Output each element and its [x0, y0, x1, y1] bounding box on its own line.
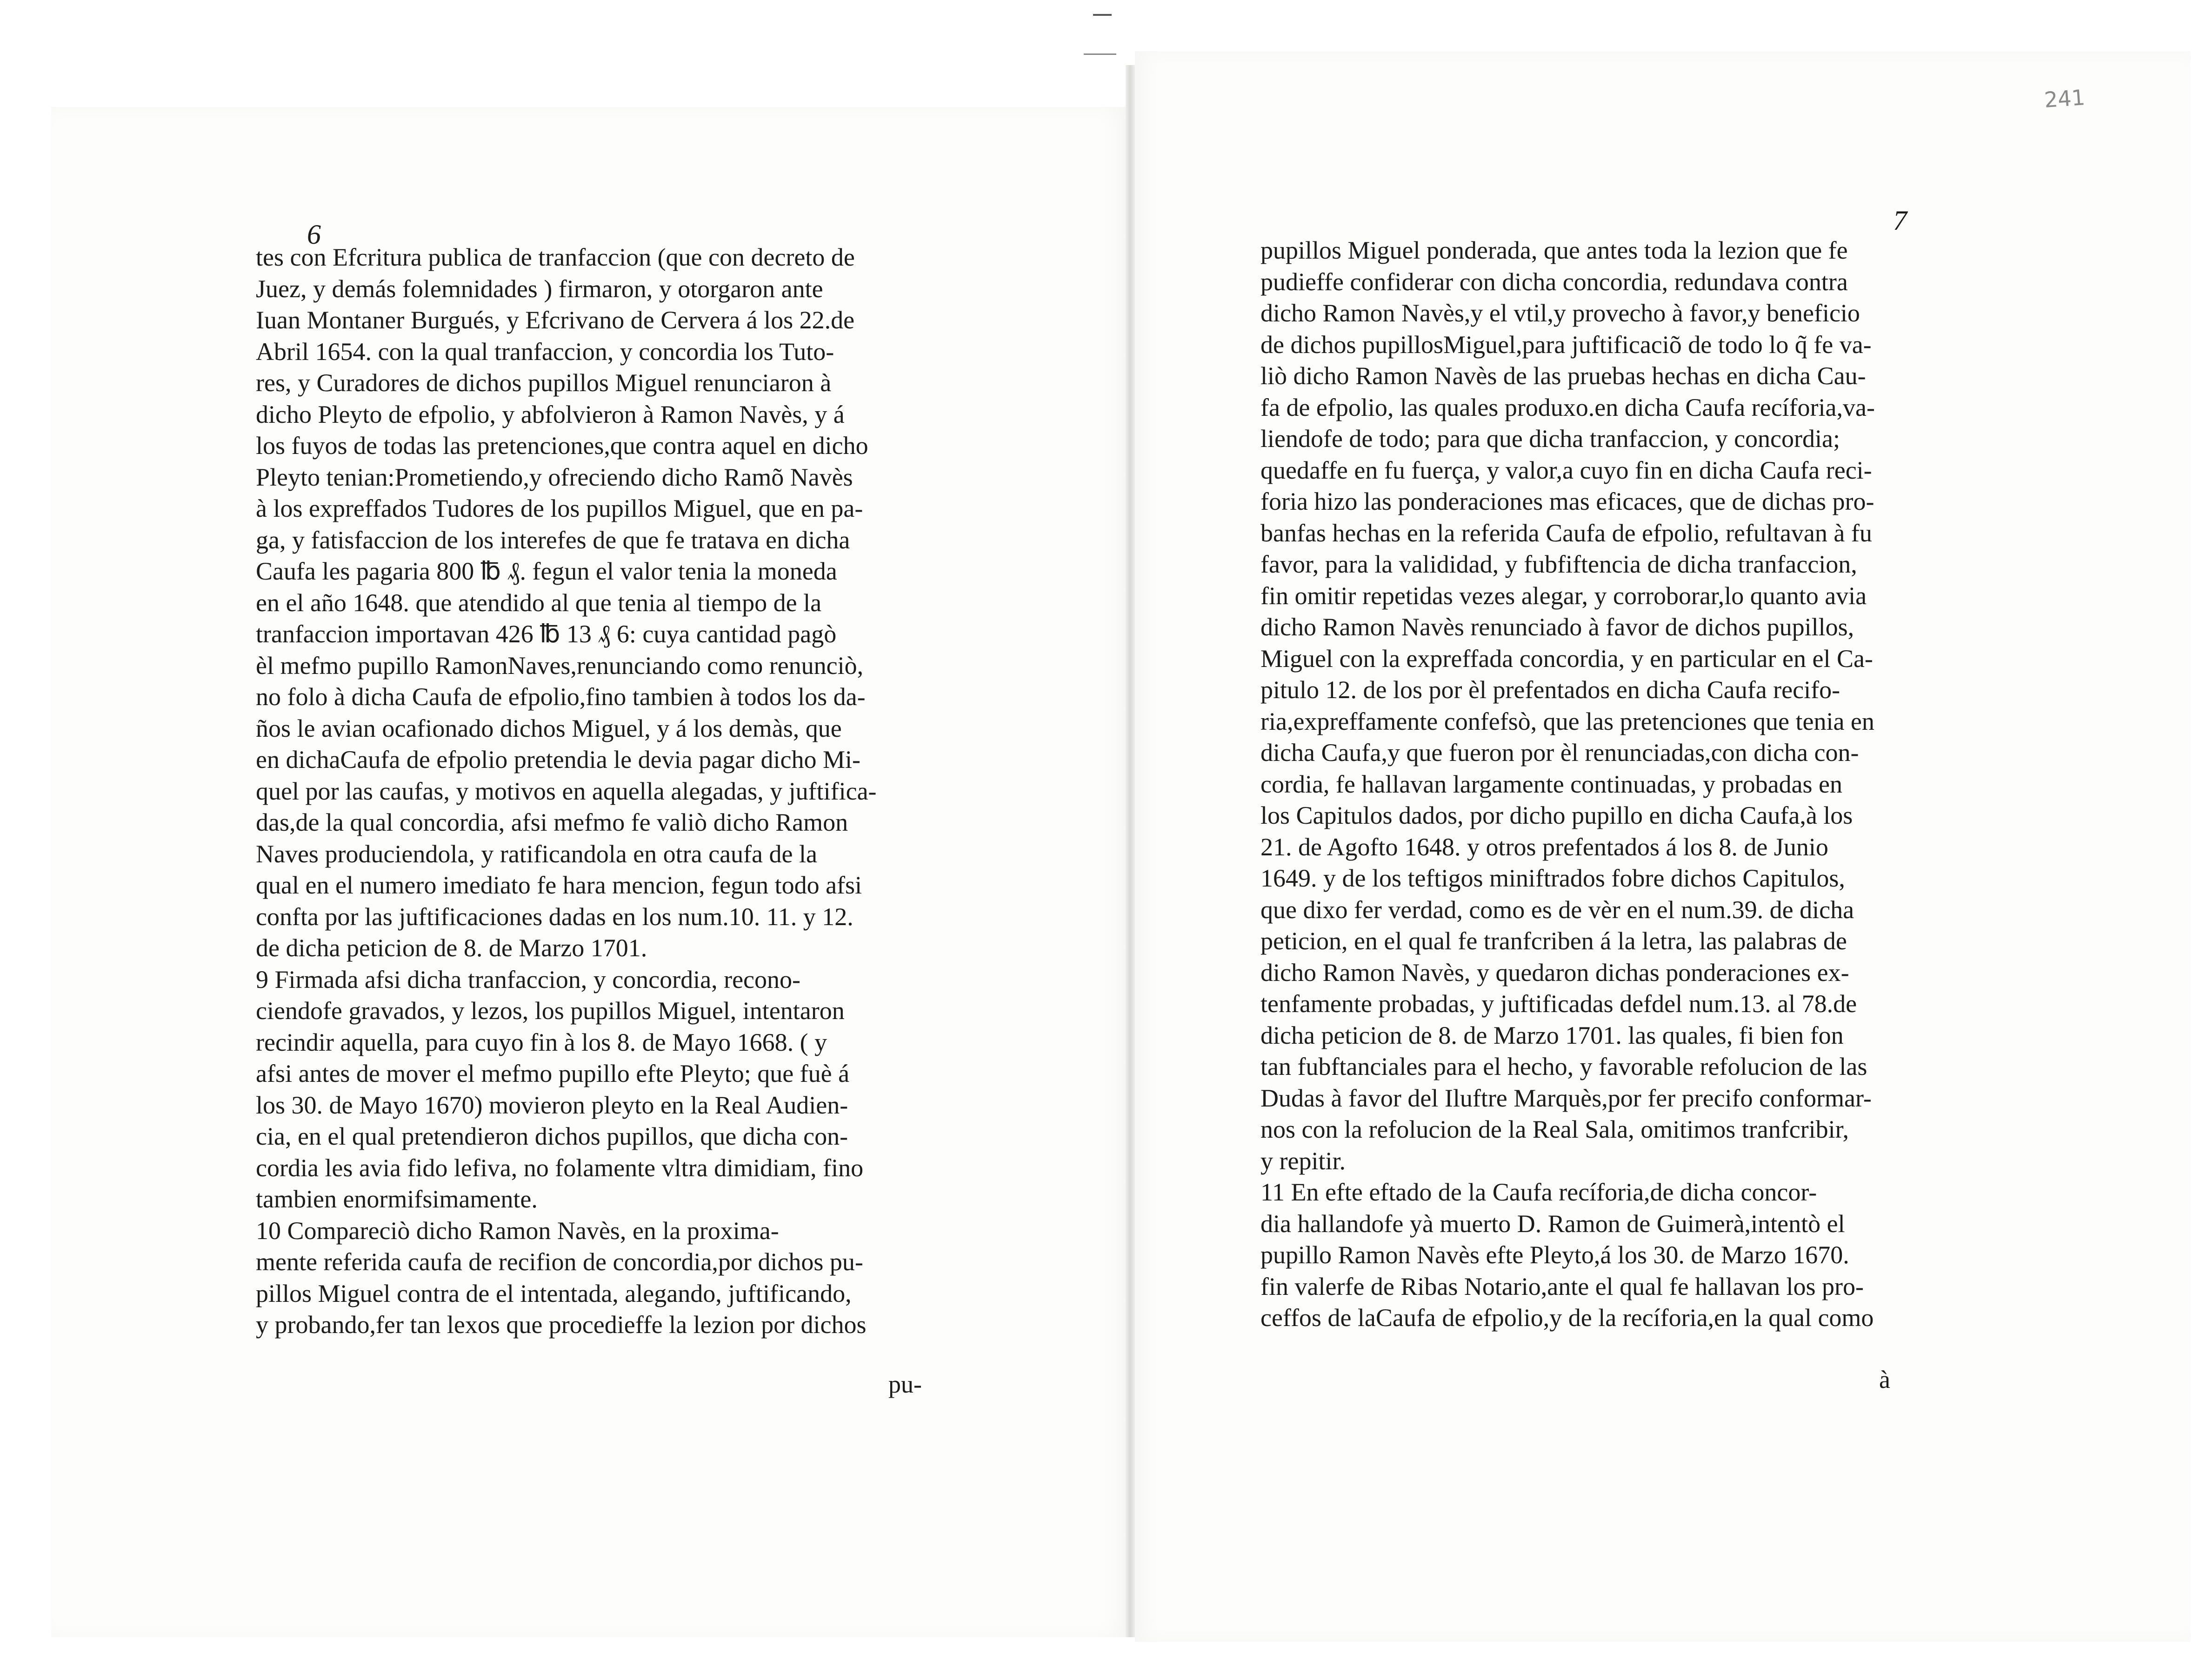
text-line: ciendofe gravados, y lezos, los pupillos Miguel, intentaron [256, 997, 845, 1025]
text-line: mente referida caufa de recifion de concordia,por dichos pu- [256, 1248, 863, 1276]
top-edge-mark [1093, 14, 1112, 16]
right-catchword: à [1879, 1366, 1890, 1393]
text-line: confta por las juftificaciones dadas en los num.10. 11. y 12. [256, 902, 853, 931]
text-line: los 30. de Mayo 1670) movieron pleyto en la Real Audien- [256, 1091, 848, 1119]
text-line: ños le avian ocafionado dichos Miguel, y á los demàs, que [256, 714, 842, 742]
text-line: fin valerfe de Ribas Notario,ante el qual fe hallavan los pro- [1260, 1272, 1864, 1300]
text-line: res, y Curadores de dichos pupillos Miguel renunciaron à [256, 369, 832, 397]
text-line: pitulo 12. de los por èl prefentados en dicha Caufa recifo- [1260, 676, 1840, 704]
text-line: 1649. y de los teftigos miniftrados fobre dichos Capitulos, [1260, 864, 1845, 892]
right-page-text [1260, 235, 1986, 1334]
top-edge-mark [1084, 53, 1116, 55]
text-line: pillos Miguel contra de el intentada, alegando, juftificando, [256, 1279, 852, 1307]
left-page-number: 6 [307, 219, 321, 250]
text-line: peticion, en el qual fe tranfcriben á la letra, las palabras de [1260, 927, 1847, 955]
folio-mark: 241 [2043, 85, 2086, 113]
text-line: pupillo Ramon Navès efte Pleyto,á los 30. de Marzo 1670. [1260, 1241, 1849, 1269]
text-line: das,de la qual concordia, afsi mefmo fe valiò dicho Ramon [256, 808, 848, 836]
text-line: 11 En efte eftado de la Caufa recíforia,de dicha concor- [1260, 1178, 1817, 1206]
text-line: quel por las caufas, y motivos en aquella alegadas, y juftifica- [256, 777, 877, 805]
text-line: pudieffe confiderar con dicha concordia, redundava contra [1260, 267, 1848, 296]
text-line: tes con Efcritura publica de tranfaccion (que con decreto de [256, 243, 855, 271]
text-line: los fuyos de todas las pretenciones,que contra aquel en dicho [256, 432, 868, 460]
text-line: Naves produciendola, y ratificandola en otra caufa de la [256, 840, 817, 868]
text-line: èl mefmo pupillo RamonNaves,renunciando como renunciò, [256, 651, 864, 680]
text-line: 21. de Agofto 1648. y otros prefentados á los 8. de Junio [1260, 833, 1828, 861]
text-line: foria hizo las ponderaciones mas eficaces, que de dichas pro- [1260, 487, 1874, 515]
text-line: recindir aquella, para cuyo fin à los 8. de Mayo 1668. ( y [256, 1028, 827, 1056]
text-line: Dudas à favor del Iluftre Marquès,por fer precifo conformar- [1260, 1084, 1872, 1112]
book-gutter [1126, 65, 1135, 1637]
text-line: quedaffe en fu fuerça, y valor,a cuyo fin en dicha Caufa reci- [1260, 456, 1872, 484]
text-line: tan fubftanciales para el hecho, y favorable refolucion de las [1260, 1053, 1867, 1080]
text-line: dia hallandofe yà muerto D. Ramon de Guimerà,intentò el [1260, 1209, 1845, 1238]
text-line: fa de efpolio, las quales produxo.en dicha Caufa recíforia,va- [1260, 393, 1875, 421]
text-line: Iuan Montaner Burgués, y Efcrivano de Cervera á los 22.de [256, 306, 855, 334]
text-line: dicho Ramon Navès, y quedaron dichas ponderaciones ex- [1260, 958, 1849, 987]
text-line: dicho Pleyto de efpolio, y abfolvieron à Ramon Navès, y á [256, 400, 845, 428]
text-line: de dicha peticion de 8. de Marzo 1701. [256, 934, 647, 962]
text-line: tenfamente probadas, y juftificadas defdel num.13. al 78.de [1260, 990, 1857, 1018]
text-line: dicho Ramon Navès,y el vtil,y provecho à favor,y beneficio [1260, 299, 1860, 327]
text-line: Pleyto tenian:Prometiendo,y ofreciendo dicho Ramõ Navès [256, 463, 853, 491]
text-line: 10 Compareciò dicho Ramon Navès, en la proxima- [256, 1216, 779, 1245]
text-line: liò dicho Ramon Navès de las pruebas hechas en dicha Cau- [1260, 362, 1866, 390]
text-line: que dixo fer verdad, como es de vèr en el num.39. de dicha [1260, 895, 1854, 924]
text-line: à los expreffados Tudores de los pupillos Miguel, que en pa- [256, 494, 863, 522]
text-line: tambien enormifsimamente. [256, 1185, 538, 1213]
right-page-number: 7 [1893, 205, 1907, 236]
text-line: ga, y fatisfaccion de los interefes de que fe tratava en dicha [256, 526, 850, 554]
left-page-text [256, 242, 958, 1341]
text-line: de dichos pupillosMiguel,para juftificaciõ de todo lo q̃ fe va- [1260, 330, 1872, 359]
text-line: nos con la refolucion de la Real Sala, omitimos tranfcribir, [1260, 1115, 1849, 1143]
text-line: pupillos Miguel ponderada, que antes toda la lezion que fe [1260, 236, 1848, 264]
left-catchword: pu- [888, 1370, 922, 1398]
text-line: en el año 1648. que atendido al que tenia al tiempo de la [256, 588, 822, 617]
text-line: dicha peticion de 8. de Marzo 1701. las quales, fi bien fon [1260, 1021, 1844, 1049]
text-line: cia, en el qual pretendieron dichos pupillos, que dicha con- [256, 1122, 848, 1150]
text-line: Abril 1654. con la qual tranfaccion, y concordia los Tuto- [256, 337, 834, 366]
text-line: y probando,fer tan lexos que procedieffe la lezion por dichos [256, 1311, 867, 1339]
text-line: dicho Ramon Navès renunciado à favor de dichos pupillos, [1260, 613, 1854, 641]
text-line: tranfaccion importavan 426 ℔ 13 ₰ 6: cuya cantidad pagò [256, 620, 837, 648]
text-line: banfas hechas en la referida Caufa de efpolio, refultavan à fu [1260, 519, 1872, 547]
text-line: en dichaCaufa de efpolio pretendia le devia pagar dicho Mi- [256, 746, 860, 773]
text-line: 9 Firmada afsi dicha tranfaccion, y concordia, recono- [256, 965, 800, 993]
text-line: qual en el numero imediato fe hara mencion, fegun todo afsi [256, 871, 862, 899]
text-line: liendofe de todo; para que dicha tranfaccion, y concordia; [1260, 425, 1840, 453]
text-line: favor, para la valididad, y fubfiftencia de dicha tranfaccion, [1260, 550, 1857, 578]
text-line: Miguel con la expreffada concordia, y en particular en el Ca- [1260, 644, 1873, 673]
text-line: cordia, fe hallavan largamente continuadas, y probadas en [1260, 770, 1842, 798]
text-line: cordia les avia fido lefiva, no folamente vltra dimidiam, fino [256, 1153, 864, 1182]
text-line: dicha Caufa,y que fueron por èl renunciadas,con dicha con- [1260, 739, 1859, 767]
text-line: los Capitulos dados, por dicho pupillo en dicha Caufa,à los [1260, 801, 1853, 829]
text-line: Caufa les pagaria 800 ℔ ₰. fegun el valor tenia la moneda [256, 557, 837, 585]
text-line: fin omitir repetidas vezes alegar, y corroborar,lo quanto avia [1260, 581, 1867, 610]
text-line: afsi antes de mover el mefmo pupillo efte Pleyto; que fuè á [256, 1060, 850, 1087]
text-line: ria,expreffamente confefsò, que las pretenciones que tenia en [1260, 707, 1874, 735]
text-line: y repitir. [1260, 1147, 1346, 1175]
text-line: no folo à dicha Caufa de efpolio,fino tambien à todos los da- [256, 683, 866, 711]
text-line: Juez, y demás folemnidades ) firmaron, y otorgaron ante [256, 274, 823, 303]
text-line: ceffos de laCaufa de efpolio,y de la recíforia,en la qual como [1260, 1304, 1874, 1332]
